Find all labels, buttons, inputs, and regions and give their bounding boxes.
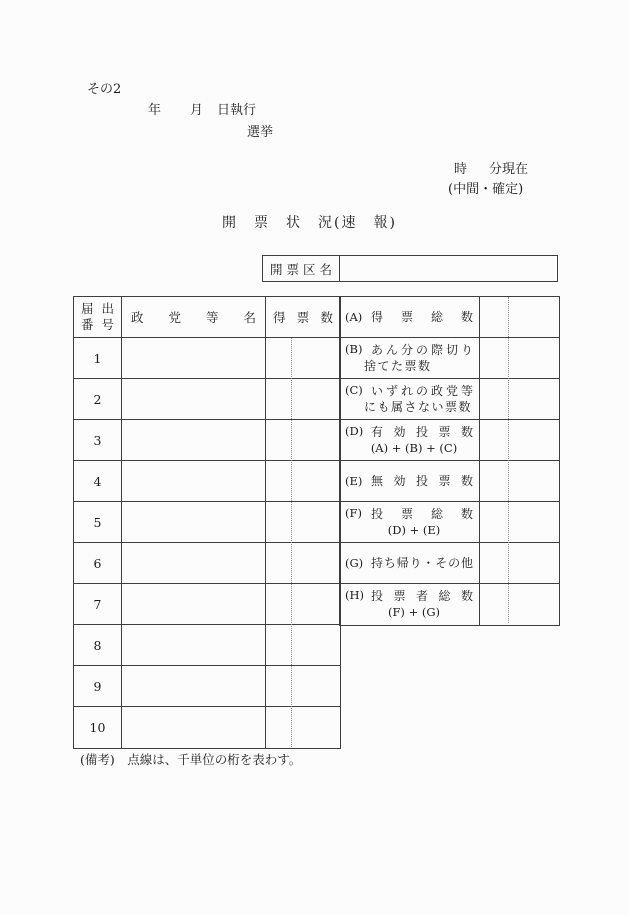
hour-label: 時 — [454, 162, 468, 177]
total-value-cell — [480, 543, 559, 583]
entry-number-cell: 9 — [74, 666, 122, 706]
row-label-line1: 有効投票数 — [371, 425, 473, 439]
table-row — [74, 707, 340, 748]
totals-table — [339, 296, 560, 626]
total-value-cell — [480, 502, 559, 542]
row-key: (E) — [345, 474, 363, 488]
header-entry-number: 届出 番号 — [74, 297, 122, 337]
total-row-label — [340, 338, 480, 378]
row-key: (C) — [345, 383, 363, 397]
entry-number-cell: 6 — [74, 543, 122, 583]
row-key: (G) — [345, 556, 364, 570]
total-row-label — [340, 461, 480, 501]
table-row — [74, 338, 340, 379]
party-votes-table — [73, 296, 341, 749]
total-value-cell — [480, 297, 559, 337]
page-title: 開 票 状 況(速 報) — [222, 215, 397, 231]
execution-date-line — [148, 99, 256, 118]
table-row — [74, 502, 340, 543]
vote-count-cell — [266, 338, 340, 378]
total-row-label — [340, 297, 480, 337]
total-row-a — [340, 297, 559, 338]
party-name-cell — [122, 338, 266, 378]
remarks-note: (備考) 点線は、千単位の桁を表わす。 — [80, 752, 302, 767]
row-label-line1: 無効投票数 — [371, 474, 473, 488]
header-party-name: 政党等名 — [122, 297, 266, 337]
header-vote-count: 得票数 — [273, 310, 333, 325]
table-row — [74, 666, 340, 707]
row-formula: (D) + (E) — [387, 523, 441, 537]
row-formula: (F) + (G) — [387, 605, 441, 619]
total-value-cell — [480, 338, 559, 378]
row-key: (B) — [345, 342, 363, 356]
row-label-line1: 持ち帰り・その他 — [371, 556, 473, 570]
row-key: (A) — [345, 310, 363, 324]
party-name-cell — [122, 543, 266, 583]
status-interim-final-label: (中間・確定) — [448, 182, 524, 197]
table-header-row — [74, 297, 340, 338]
total-value-cell — [480, 379, 559, 419]
election-label: 選挙 — [247, 125, 274, 140]
total-row-e — [340, 461, 559, 502]
row-label-line1: あん分の際切り — [371, 343, 473, 357]
vote-count-cell — [266, 625, 340, 665]
entry-number-cell: 7 — [74, 584, 122, 624]
total-row-b — [340, 338, 559, 379]
table-row — [74, 461, 340, 502]
total-row-label — [340, 502, 480, 542]
table-row — [74, 584, 340, 625]
time-line — [454, 158, 528, 177]
vote-count-cell — [266, 420, 340, 460]
table-row — [74, 420, 340, 461]
vote-count-cell — [266, 379, 340, 419]
day-execution-label: 日執行 — [217, 103, 257, 118]
total-row-c — [340, 379, 559, 420]
table-row — [74, 543, 340, 584]
total-row-label — [340, 543, 480, 583]
total-row-f — [340, 502, 559, 543]
district-name-box — [262, 255, 558, 282]
row-key: (D) — [345, 424, 364, 438]
row-label-line1: 得票総数 — [371, 310, 473, 324]
entry-number-cell: 1 — [74, 338, 122, 378]
party-name-cell — [122, 502, 266, 542]
table-row — [74, 379, 340, 420]
row-key: (F) — [345, 506, 362, 520]
total-row-label — [340, 420, 480, 460]
table-row — [74, 625, 340, 666]
total-value-cell — [480, 420, 559, 460]
party-name-cell — [122, 420, 266, 460]
row-label-line2: 捨てた票数 — [364, 359, 432, 373]
party-name-cell — [122, 584, 266, 624]
vote-count-cell — [266, 584, 340, 624]
part-label: その2 — [87, 82, 122, 97]
vote-count-cell — [266, 502, 340, 542]
vote-count-cell — [266, 461, 340, 501]
total-row-g — [340, 543, 559, 584]
party-name-cell — [122, 461, 266, 501]
vote-count-cell — [266, 707, 340, 748]
party-name-cell — [122, 625, 266, 665]
party-name-cell — [122, 707, 266, 748]
row-label-line1: いずれの政党等 — [371, 384, 473, 398]
minute-current-label: 分現在 — [489, 162, 529, 177]
total-row-label — [340, 379, 480, 419]
month-label: 月 — [190, 103, 204, 118]
vote-count-cell — [266, 543, 340, 583]
entry-number-cell: 3 — [74, 420, 122, 460]
row-label-line2: にも属さない票数 — [364, 400, 473, 414]
district-name-label: 開票区名 — [263, 256, 340, 281]
entry-number-cell: 2 — [74, 379, 122, 419]
party-name-cell — [122, 666, 266, 706]
row-label-line1: 投票総数 — [371, 507, 473, 521]
total-row-h — [340, 584, 559, 625]
total-row-label — [340, 584, 480, 625]
vote-count-cell — [266, 666, 340, 706]
entry-number-cell: 8 — [74, 625, 122, 665]
district-name-value — [340, 256, 557, 281]
entry-number-cell: 5 — [74, 502, 122, 542]
total-value-cell — [480, 461, 559, 501]
row-formula: (A) + (B) + (C) — [370, 441, 458, 455]
total-value-cell — [480, 584, 559, 625]
party-name-cell — [122, 379, 266, 419]
entry-number-cell: 4 — [74, 461, 122, 501]
entry-number-cell: 10 — [74, 707, 122, 748]
year-label: 年 — [148, 103, 162, 118]
total-row-d — [340, 420, 559, 461]
row-label-line1: 投票者総数 — [371, 589, 473, 603]
row-key: (H) — [345, 588, 365, 602]
